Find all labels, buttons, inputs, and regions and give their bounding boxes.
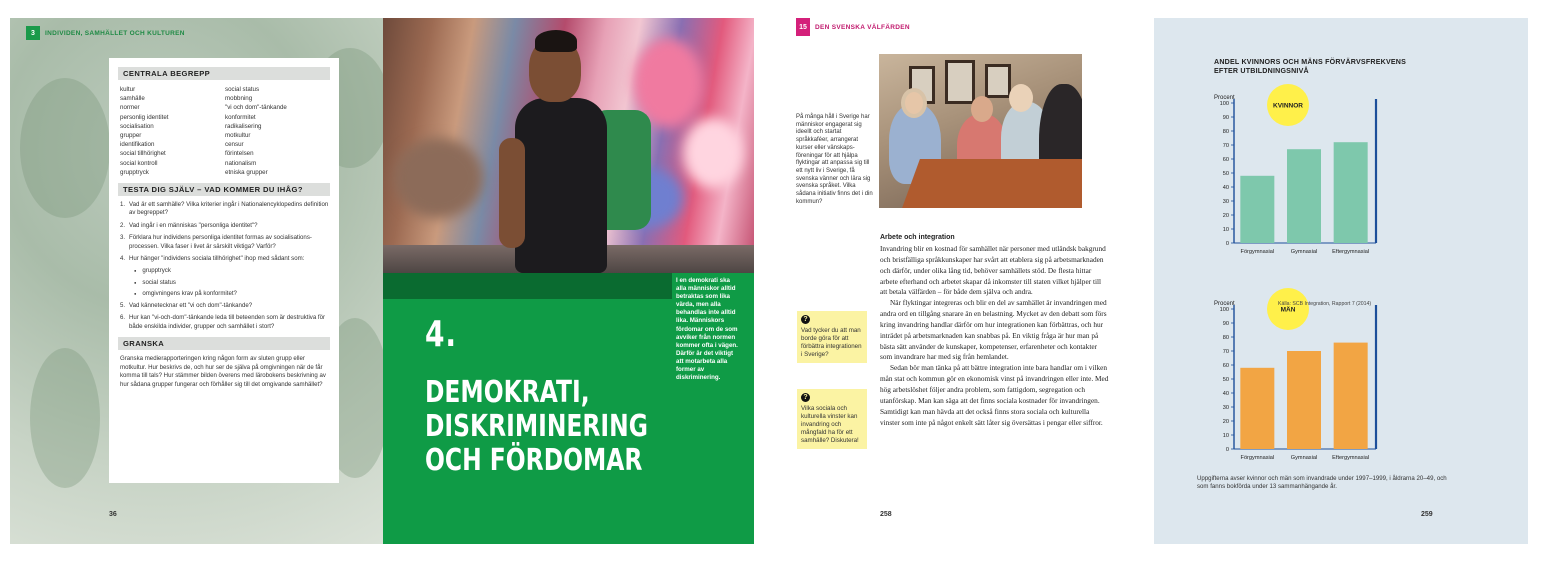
chart-heading-line: EFTER UTBILDNINGSNIVÅ: [1214, 67, 1309, 75]
question-number: 4.: [120, 255, 126, 263]
y-tick-label: 70: [1222, 143, 1229, 149]
bar: [1334, 142, 1368, 243]
concept-term: identifikation: [120, 141, 155, 149]
concept-term: social status: [225, 86, 260, 93]
x-tick-label: Förgymnasial: [1240, 249, 1275, 255]
concept-term: kultur: [120, 86, 136, 93]
chapter-title-line: DISKRIMINERING: [425, 409, 648, 444]
y-tick-label: 0: [1225, 447, 1229, 453]
y-tick-label: 90: [1222, 321, 1229, 327]
language-cafe-photo: [879, 54, 1082, 208]
page-37-chapter-opener: [383, 18, 754, 544]
x-tick-label: Gymnasial: [1290, 455, 1318, 461]
y-tick-label: 20: [1222, 213, 1229, 219]
question-list: [118, 201, 330, 331]
concept-term: personlig identitet: [120, 113, 169, 121]
y-tick-label: 30: [1222, 405, 1229, 411]
y-tick-label: 60: [1222, 157, 1229, 163]
x-tick-label: Förgymnasial: [1240, 455, 1275, 461]
question-item: [120, 201, 330, 218]
concept-term: etniska grupper: [225, 168, 268, 176]
question-item: [120, 222, 330, 230]
concept-term: konformitet: [225, 113, 256, 121]
y-tick-label: 20: [1222, 419, 1229, 425]
concept-term: radikalisering: [225, 122, 262, 130]
street-photo: [383, 18, 754, 273]
question-number: 1.: [120, 201, 126, 209]
bullet-item: ● omgivningens krav på konformitet?: [134, 290, 330, 298]
article-paragraph: Sedan bör man tänka på att bättre integration inte bara handlar om i vilken mån stat och kommun gör en ekonomisk vinst på invandringen eller inte. Med hög arbetslöshet följer andra problem, som fattigdom, segregation och utanförskap. Man kan säga att det finns sociala kostnader för invandringen. Samtidigt kan man hävda att det också finns stora sociala och kulturella vinster som inte på något enkelt sätt låter sig översättas i pengar eller siffror.: [880, 363, 1109, 427]
y-tick-label: 60: [1222, 363, 1229, 369]
bar-charts: [1204, 83, 1404, 473]
question-mark-icon: ?: [801, 393, 810, 402]
chart-heading: [1214, 58, 1444, 76]
concept-term: motkultur: [225, 132, 251, 140]
question-text: Hur kan "vi-och-dom"-tänkande leda till beteenden som är destruktiva för både enskilda individer, grupper och samhället i stort?: [129, 314, 326, 330]
chapter-tab: [26, 26, 185, 40]
concept-term: social tillhörighet: [120, 150, 166, 158]
chapter-quote: I en demokrati ska alla människor alltid betraktas som lika värda, men alla behandlas inte alltid lika. Människors fördomar om de som avviker från normen kommer ofta i vägen. Därför är det viktigt att motarbeta alla former av diskriminering.: [672, 273, 744, 384]
y-tick-label: 90: [1222, 115, 1229, 121]
question-text: Vad kännetecknar ett "vi och dom"-tänkande?: [129, 301, 253, 309]
spread-left: [10, 18, 754, 544]
y-tick-label: 40: [1222, 185, 1229, 191]
question-text: Vad är ett samhälle? Vilka kriterier ingår i Nationalencyklopedins definition av begreppet?: [129, 201, 329, 217]
question-item: [120, 255, 330, 263]
x-tick-label: Eftergymnasial: [1332, 455, 1370, 461]
y-tick-label: 10: [1222, 227, 1229, 233]
question-text: Vad ingår i en människas "personliga identitet"?: [129, 221, 258, 229]
concept-term: "vi och dom"-tänkande: [225, 104, 287, 112]
chart-title: KVINNOR: [1273, 102, 1303, 110]
concept-term: social kontroll: [120, 159, 158, 167]
chapter-tab: [796, 18, 910, 36]
question-box-2: [797, 389, 867, 449]
x-tick-label: Gymnasial: [1290, 249, 1318, 255]
concepts-column-2: [225, 85, 330, 177]
chart-heading-line: ANDEL KVINNORS OCH MÄNS FÖRVÄRVSFREKVENS: [1214, 58, 1407, 66]
bar: [1334, 343, 1368, 449]
bar: [1287, 149, 1321, 243]
question-box-1: [797, 311, 867, 363]
y-axis-label: Procent: [1214, 301, 1235, 307]
bullet-item: ● grupptryck: [134, 267, 330, 275]
question-mark-icon: ?: [801, 315, 810, 324]
chapter-number: 4.: [425, 314, 457, 355]
chapter-tab-number: 3: [26, 26, 40, 40]
concept-term: grupptryck: [120, 168, 149, 176]
page-number: 258: [880, 511, 892, 518]
test-heading: TESTA DIG SJÄLV – VAD KOMMER DU IHÅG?: [118, 183, 330, 196]
granska-text: Granska medierapporteringen kring någon form av sluten grupp eller motkultur. Hur beskrivs de, och hur ser de själva på omgivningen när de får komma till tals? Hur stämmer bilden överens med lärobokens beskrivning av hur sådana grupper fungerar och förhåller sig till det omgivande samhället?: [120, 354, 326, 388]
article-heading: Arbete och integration: [880, 234, 955, 241]
bar: [1240, 368, 1274, 449]
article-body: [880, 244, 1110, 428]
question-item: [120, 234, 330, 251]
y-tick-label: 80: [1222, 335, 1229, 341]
granska-heading: GRANSKA: [118, 337, 330, 350]
y-axis-label: Procent: [1214, 95, 1235, 101]
question-box-text: Vilka sociala och kulturella vinster kan invandring och mångfald ha för ett samhälle? Diskutera!: [801, 405, 859, 444]
y-tick-label: 10: [1222, 433, 1229, 439]
concept-term: mobbning: [225, 95, 253, 103]
concepts-heading: CENTRALA BEGREPP: [118, 67, 330, 80]
chapter-title-line: OCH FÖRDOMAR: [425, 443, 643, 478]
y-tick-label: 50: [1222, 377, 1229, 383]
concept-term: förintelsen: [225, 150, 254, 158]
concept-term: grupper: [120, 132, 142, 140]
concept-term: socialisation: [120, 122, 154, 130]
page-258: [788, 18, 1154, 544]
question-number: 2.: [120, 221, 126, 229]
photo-caption: På många håll i Sverige har människor engagerat sig ideellt och startat språkkaféer, arrangerat kurser eller vänskapsföreningar för att hjälpa flyktingar att anpassa sig till ett nytt liv i Sverige, få svenska vänner och lära sig svenska språket. Vilka sådana initiativ finns det i din kommun?: [796, 114, 873, 205]
y-tick-label: 80: [1222, 129, 1229, 135]
y-tick-label: 40: [1222, 391, 1229, 397]
y-tick-label: 30: [1222, 199, 1229, 205]
article-paragraph: När flyktingar integreras och blir en del av samhället är invandringen med andra ord en tillgång snarare än en belastning. Mycket av den debatt som förs kring invandring handlar därför om hur integrationen kan förbättras, och hur inträdet på arbetsmarknaden kan snabbas på. En viktig fråga är hur man på bästa sätt använder de kunskaper, kompetenser, erfarenheter och kontakter som invandrare har med sig från hemlandet.: [880, 298, 1107, 362]
page-number: 259: [1421, 511, 1433, 518]
concepts-list: [118, 85, 330, 177]
bullet-item: ● social status: [134, 279, 330, 287]
chapter-tab-number: 15: [796, 18, 810, 36]
review-card: [109, 58, 339, 483]
chart-source: Källa: SCB Integration, Rapport 7 (2014): [1278, 301, 1372, 307]
bar: [1287, 351, 1321, 449]
chart-footnote: Uppgifterna avser kvinnor och män som invandrade under 1997–1999, i åldrarna 20–49, och som fanns bokförda under 13 sammanhängande år.: [1197, 475, 1447, 491]
concept-term: normer: [120, 104, 140, 112]
chapter-tab-title: DEN SVENSKA VÄLFÄRDEN: [815, 23, 910, 31]
spread-right: [788, 18, 1528, 544]
x-tick-label: Eftergymnasial: [1332, 249, 1370, 255]
y-tick-label: 100: [1219, 307, 1229, 313]
y-tick-label: 100: [1219, 101, 1229, 107]
article-paragraph: Invandring blir en kostnad för samhället när personer med utländsk bakgrund och bristfälliga språkkunskaper har svårt att etablera sig på arbetsmarknaden och därför, under olika lång tid, behöver samhällets stöd. De flesta hittar arbete efterhand och arbetet skapar då inkomster till staten vilket hjälper till att betala välfärden – för både dem själva och andra.: [880, 244, 1106, 297]
question-number: 5.: [120, 301, 126, 309]
concept-term: samhälle: [120, 95, 145, 103]
concepts-column-1: [120, 85, 225, 177]
chapter-tab-title: INDIVIDEN, SAMHÄLLET OCH KULTUREN: [45, 29, 185, 37]
page-number: 36: [109, 511, 117, 518]
question-box-text: Vad tycker du att man borde göra för att förbättra integrationen i Sverige?: [801, 327, 862, 358]
concept-term: censur: [225, 141, 244, 149]
y-tick-label: 50: [1222, 171, 1229, 177]
chart-title: MÄN: [1280, 306, 1296, 314]
page-36: [10, 18, 383, 544]
question-text: Hur hänger "individens sociala tillhörighet" ihop med sådant som:: [129, 255, 305, 263]
question-number: 3.: [120, 234, 126, 242]
question-item: [120, 302, 330, 310]
question-item: [120, 314, 330, 331]
y-tick-label: 70: [1222, 349, 1229, 355]
concept-term: nationalism: [225, 159, 257, 167]
chapter-title: [425, 376, 648, 478]
chapter-title-line: DEMOKRATI,: [425, 375, 590, 410]
page-259-chart: [1154, 18, 1528, 544]
question-text: Förklara hur individens personliga identitet formas av socialisationsprocessen. Vilka faser i livet är särskilt viktiga? Varför?: [129, 234, 312, 250]
question-number: 6.: [120, 314, 126, 322]
bar: [1240, 176, 1274, 243]
y-tick-label: 0: [1225, 241, 1229, 247]
